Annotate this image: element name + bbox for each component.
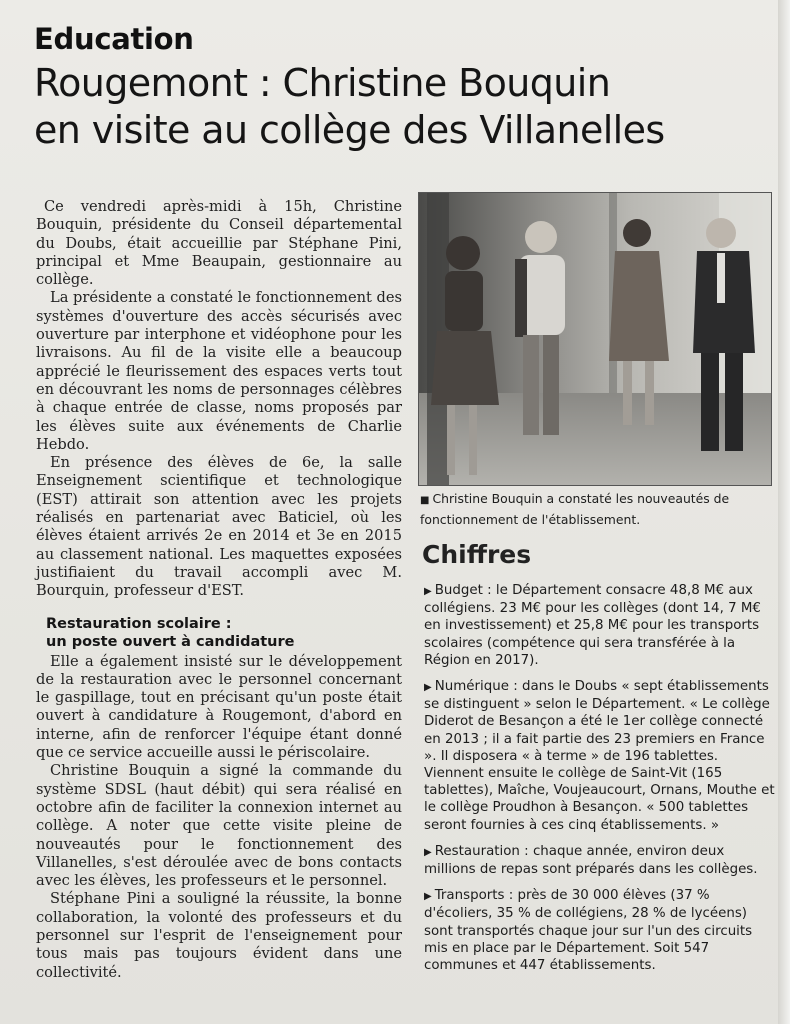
triangle-right-icon: ▶ <box>424 682 432 694</box>
photo-illustration <box>419 193 772 486</box>
facts-title: Chiffres <box>422 540 532 569</box>
subhead-line-2: un poste ouvert à candidature <box>46 633 295 650</box>
fact-text: Transports : près de 30 000 élèves (37 % d'écoliers, 35 % de collégiens, 28 % de lycéens) sont transportés chaque jour sur l'un des circuits mis en place par le Département. Soit 547 communes et 447 établissements. <box>424 888 753 974</box>
page-edge <box>778 0 790 1024</box>
fact-item <box>424 678 778 834</box>
black-square-icon: ■ <box>420 495 430 506</box>
photo-caption-text: Christine Bouquin a constaté les nouveautés de fonctionnement de l'établissement. <box>420 491 730 527</box>
triangle-right-icon: ▶ <box>424 846 432 858</box>
section-rubric: Education <box>34 22 194 56</box>
triangle-right-icon: ▶ <box>424 586 432 597</box>
article-subhead <box>36 615 402 651</box>
headline <box>34 60 754 154</box>
article-paragraph: Ce vendredi après-midi à 15h, Christine Bouquin, présidente du Conseil départemental du Doubs, était accueillie par Stéphane Pini, principal et Mme Beaupain, gestionnaire au collège. <box>36 198 402 289</box>
triangle-right-icon: ▶ <box>424 891 432 903</box>
headline-line-2: en visite au collège des Villanelles <box>34 108 665 152</box>
article-paragraph: Elle a également insisté sur le développement de la restauration avec le personnel concernant le gaspillage, tout en précisant qu'un poste était ouvert à candidature à Rougemont, d'abord en interne, afin de renforcer l'équipe étant donné que ce service accueille aussi le périscolaire. <box>36 652 402 762</box>
fact-item <box>424 582 778 669</box>
headline-line-1: Rougemont : Christine Bouquin <box>34 61 611 105</box>
article-paragraph: Stéphane Pini a souligné la réussite, la bonne collaboration, la volonté des professeurs et du personnel sur l'esprit de l'enseignement pour tous mais pas toujours évident dans une collectivité. <box>36 890 402 981</box>
article-body <box>36 198 402 982</box>
article-paragraph: La présidente a constaté le fonctionnement des systèmes d'ouverture des accès sécurisés avec ouverture par interphone et vidéophone pour les livraisons. Au fil de la visite elle a beaucoup apprécié le fleurissement des espaces verts tout en découvrant les noms de personnages célèbres à chaque entrée de classe, noms proposés par les élèves suite aux événements de Charlie Hebdo. <box>36 289 402 453</box>
article-paragraph: En présence des élèves de 6e, la salle Enseignement scientifique et technologique (EST) attirait son attention avec les projets réalisés en partenariat avec Baticiel, où les élèves étaient arrivés 2e en 2014 et 3e en 2015 au classement national. Les maquettes exposées justifiaient du travail accompli avec M. Bourquin, professeur d'EST. <box>36 454 402 600</box>
fact-text: Restauration : chaque année, environ deux millions de repas sont préparés dans les collèges. <box>424 843 758 878</box>
photo-caption <box>420 490 772 529</box>
article-paragraph: Christine Bouquin a signé la commande du système SDSL (haut débit) qui sera réalisé en octobre afin de faciliter la connexion internet au collège. A noter que cette visite pleine de nouveautés pour le fonctionnement des Villanelles, s'est déroulée avec de bons contacts avec les élèves, les professeurs et le personnel. <box>36 762 402 890</box>
facts-box <box>424 582 778 983</box>
fact-item <box>424 843 778 878</box>
fact-text: Numérique : dans le Doubs « sept établissements se distinguent » selon le Département. « Le collège Diderot de Besançon a été le 1er collège connecté en 2013 ; il a fait partie des 23 premiers en France ». Il disposera « à terme » de 196 tablettes. Viennent ensuite le collège de Saint-Vit (165 tablettes), Maîche, Voujeaucourt, Ornans, Mouthe et le collège Proudhon à Besançon. « 500 tablettes seront fournies à ces cinq établissements. » <box>424 679 775 833</box>
fact-item <box>424 887 778 974</box>
article-photo <box>418 192 772 486</box>
subhead-line-1: Restauration scolaire : <box>46 615 232 632</box>
fact-text: Budget : le Département consacre 48,8 M€ aux collégiens. 23 M€ pour les collèges (dont 14, 7 M€ en investissement) et 25,8 M€ pour les transports scolaires (compétence qui sera transférée à la Région en 2017). <box>424 583 761 668</box>
